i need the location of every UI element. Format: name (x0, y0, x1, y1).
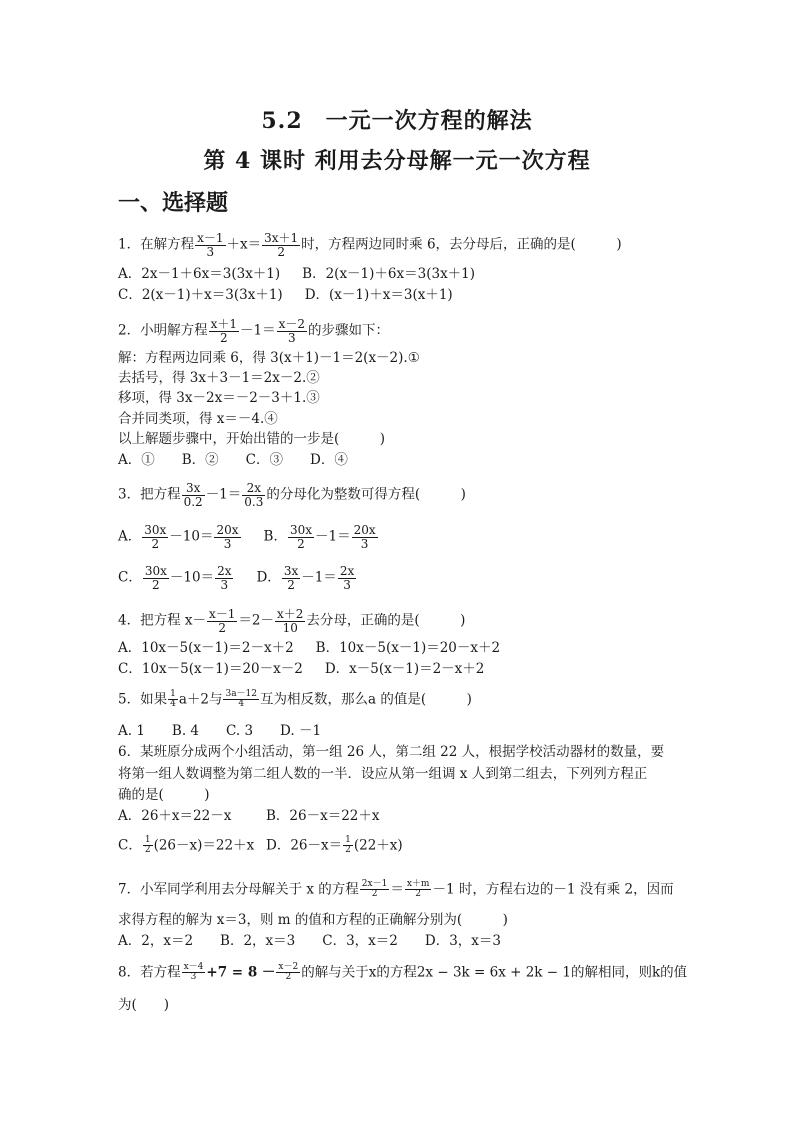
q3-d-label: D． (256, 569, 281, 586)
q6-c-den: 2 (144, 845, 151, 856)
question-2-stem (118, 318, 389, 344)
question-1-stem (118, 232, 622, 258)
q4-mid: ＝2－ (238, 612, 274, 629)
q1-option-b[interactable]: B．2(x－1)＋6x＝3(3x＋1) (302, 266, 476, 282)
q2-step-3: 移项，得 3x－2x＝－2－3＋1.③ (118, 390, 320, 406)
q4-f1-den: 2 (218, 620, 227, 635)
q6-d-num: 1 (345, 835, 351, 845)
lesson-subtitle: 第 4 课时 利用去分母解一元一次方程 (203, 148, 591, 174)
q1-f1-num: x－1 (197, 231, 224, 245)
section-heading: 一、选择题 (118, 190, 229, 216)
q8-fraction-2 (276, 963, 300, 983)
q2-step-1: 解：方程两边同乘 6，得 3(x＋1)－1＝2(x－2).① (118, 350, 420, 366)
question-7-stem (118, 880, 674, 900)
q8-post: 的解与关于x的方程2x − 3k = 6x + 2k − 1的解相同，则k的值 (301, 964, 688, 981)
q4-post: 去分母，正确的是( ) (306, 612, 466, 629)
q3-d1-num: 3x (283, 564, 299, 578)
q3-b1-num: 30x (289, 523, 312, 537)
q3-b-frac-2 (352, 524, 378, 550)
q3-f2-den: 0.3 (244, 494, 264, 509)
q4-option-a[interactable]: A．10x－5(x－1)＝2－x＋2 (118, 640, 294, 656)
q4-f2-num: x＋2 (277, 607, 304, 621)
q4-pre: 4．把方程 x－ (118, 612, 206, 629)
q3-mid: －1＝ (205, 486, 242, 503)
q5-fraction-1 (168, 690, 178, 710)
q3-option-d[interactable] (256, 565, 357, 591)
q3-post: 的分母化为整数可得方程( ) (266, 486, 466, 503)
q1-option-c[interactable]: C．2(x－1)＋x＝3(3x＋1) (118, 287, 283, 303)
q8-f1-den: 3 (190, 972, 197, 983)
q3-option-c[interactable] (118, 565, 234, 591)
q1-post: 时，方程两边同时乘 6，去分母后，正确的是( ) (301, 236, 622, 253)
q1-fraction-1 (195, 232, 225, 258)
q5-f1-num: 1 (170, 689, 176, 699)
q8-pre: 8．若方程 (118, 964, 181, 981)
q3-a1-num: 30x (144, 523, 167, 537)
q7-fraction-1 (360, 880, 390, 900)
q1-f1-den: 3 (206, 244, 215, 259)
q4-f2-den: 10 (282, 620, 298, 635)
q1-option-d[interactable]: D．(x－1)＋x＝3(x＋1) (304, 287, 453, 303)
question-1-options-row1 (118, 265, 475, 283)
q4-option-b[interactable]: B．10x－5(x－1)＝20－x＋2 (315, 640, 501, 656)
q2-f2-num: x－2 (278, 317, 305, 331)
q6-d-den: 2 (345, 845, 351, 856)
q3-d2-den: 3 (343, 577, 351, 592)
q5-fraction-2 (223, 690, 259, 710)
q2-fraction-1 (209, 318, 239, 344)
q3-c-mid: －10＝ (169, 569, 215, 586)
q3-f2-num: 2x (242, 482, 265, 496)
q3-b-mid: －1＝ (315, 528, 351, 545)
q2-post: 的步骤如下： (308, 322, 389, 339)
q3-b-frac-1 (288, 524, 314, 550)
q2-fraction-2 (277, 318, 307, 344)
q6-c-post: (26－x)＝22＋x (153, 837, 255, 854)
q3-a-frac-2 (214, 524, 240, 550)
q5-f2-den: 4 (238, 699, 245, 710)
q3-c2-num: 2x (217, 564, 232, 578)
q6-option-c[interactable] (118, 836, 266, 856)
q3-a-label: A． (118, 528, 142, 545)
q1-f2-den: 2 (277, 244, 285, 259)
q6-c-frac (143, 836, 153, 856)
q6-d-post: (22＋x) (353, 837, 403, 854)
q1-option-a[interactable]: A．2x－1＋6x＝3(3x＋1) (118, 266, 281, 282)
question-6-options-row2 (118, 836, 403, 856)
q3-f1-num: 3x (182, 482, 205, 496)
q6-option-b[interactable]: B．26－x＝22＋x (266, 808, 380, 824)
question-4-options-row2 (118, 660, 484, 678)
q8-f1-num: x－4 (183, 962, 204, 972)
q7-post: －1 时，方程右边的－1 没有乘 2，因而 (432, 881, 674, 898)
q4-fraction-2 (275, 608, 305, 634)
q6-d-frac (343, 836, 353, 856)
q3-c2-den: 3 (220, 577, 229, 592)
q7-mid: ＝ (390, 881, 404, 898)
q6-c-num: 1 (144, 835, 151, 845)
question-6-options-row1 (118, 807, 380, 825)
q4-option-c[interactable]: C．10x－5(x－1)＝20－x－2 (118, 661, 303, 677)
q4-option-d[interactable]: D．x－5(x－1)＝2－x＋2 (324, 661, 485, 677)
q3-b2-den: 3 (360, 536, 369, 551)
q6-option-d[interactable] (266, 836, 403, 856)
q3-b2-num: 20x (353, 523, 376, 537)
q3-a2-num: 20x (216, 523, 239, 537)
q7-options[interactable]: A．2，x＝2 B．2，x＝3 C．3，x＝2 D．3，x＝3 (118, 933, 501, 949)
q4-fraction-1 (207, 608, 237, 634)
q8-fraction-1 (182, 963, 206, 983)
question-8-stem (118, 963, 687, 983)
q3-a-frac-1 (142, 524, 168, 550)
q5-f2-num: 3a－12 (225, 689, 258, 699)
q3-b-label: B． (263, 528, 287, 545)
q5-pre: 5．如果 (118, 691, 168, 708)
q3-b1-den: 2 (297, 536, 305, 551)
question-3-options-row2 (118, 565, 357, 591)
question-3-stem (118, 482, 466, 508)
q8-f2-num: x－2 (278, 962, 299, 972)
q3-d-mid: －1＝ (301, 569, 337, 586)
q5-post: 互为相反数，那么a 的值是( ) (260, 691, 472, 708)
q7-fraction-2 (405, 880, 432, 900)
q1-f2-num: 3x＋1 (264, 231, 299, 245)
question-4-stem (118, 608, 465, 634)
q3-a1-den: 2 (151, 536, 160, 551)
q3-a2-den: 3 (223, 536, 232, 551)
q2-pre: 2．小明解方程 (118, 322, 208, 339)
q3-option-a[interactable] (118, 524, 242, 550)
q3-c1-num: 30x (144, 564, 167, 578)
q7-f2-den: 2 (415, 889, 421, 900)
question-5-stem (118, 690, 472, 710)
q2-step-4: 合并同类项，得 x＝－4.④ (118, 411, 278, 427)
q2-mid: －1＝ (240, 322, 276, 339)
q8-line-2: 为( ) (118, 997, 170, 1013)
q3-c-frac-1 (143, 565, 169, 591)
q2-question: 以上解题步骤中，开始出错的一步是( ) (118, 431, 386, 447)
q3-option-b[interactable] (264, 524, 379, 550)
q3-c-label: C． (118, 569, 142, 586)
q3-fraction-1 (182, 482, 205, 508)
q6-line-2: 将第一组人数调整为第二组人数的一半．设应从第一组调 x 人到第二组去，下列列方程正 (118, 766, 648, 782)
q5-f1-den: 4 (170, 699, 176, 710)
q1-fraction-2 (262, 232, 300, 258)
q3-c-frac-2 (215, 565, 233, 591)
question-3-options-row1 (118, 524, 379, 550)
q2-options[interactable]: A．① B．② C．③ D．④ (118, 452, 348, 468)
q6-c-pre: C． (118, 837, 142, 854)
q3-d1-den: 2 (287, 577, 295, 592)
q4-f1-num: x－1 (209, 607, 236, 621)
q3-pre: 3．把方程 (118, 486, 181, 503)
question-4-options-row1 (118, 639, 500, 657)
q5-options[interactable]: A. 1 B. 4 C. 3 D. －1 (118, 723, 322, 739)
q3-a-mid: －10＝ (169, 528, 214, 545)
q2-f2-den: 3 (287, 330, 296, 345)
q7-f2-num: x＋m (406, 879, 430, 889)
q6-line-1: 6．某班原分成两个小组活动，第一组 26 人，第二组 22 人，根据学校活动器材的数量，要 (118, 744, 665, 760)
question-1-options-row2 (118, 286, 453, 304)
q2-f1-num: x＋1 (210, 317, 237, 331)
q3-c1-den: 2 (152, 577, 160, 592)
q6-line-3: 确的是( ) (118, 787, 210, 803)
q3-fraction-2 (242, 482, 265, 508)
q1-mid: ＋x＝ (226, 236, 262, 253)
lesson-title: 5.2 一元一次方程的解法 (261, 108, 533, 134)
q3-d2-num: 2x (339, 564, 355, 578)
q7-f1-num: 2x－1 (361, 879, 388, 889)
q3-d-frac-2 (338, 565, 356, 591)
q1-pre: 1．在解方程 (118, 236, 195, 253)
q7-pre: 7．小军同学利用去分母解关于 x 的方程 (118, 881, 359, 898)
q3-f1-den: 0.2 (183, 494, 203, 509)
q6-d-pre: D．26－x＝ (266, 837, 343, 854)
q2-step-2: 去括号，得 3x＋3－1＝2x－2.② (118, 370, 320, 386)
q7-f1-den: 2 (371, 889, 378, 900)
q5-mid: a＋2与 (178, 691, 223, 708)
q2-f1-den: 2 (219, 330, 228, 345)
q3-d-frac-1 (282, 565, 300, 591)
q6-option-a[interactable]: A．26＋x＝22－x (118, 808, 232, 824)
q8-f2-den: 2 (285, 972, 292, 983)
q7-line-2: 求得方程的解为 x＝3，则 m 的值和方程的正确解分别为( ) (118, 912, 508, 928)
q8-mid: +7 = 8 － (206, 964, 276, 981)
